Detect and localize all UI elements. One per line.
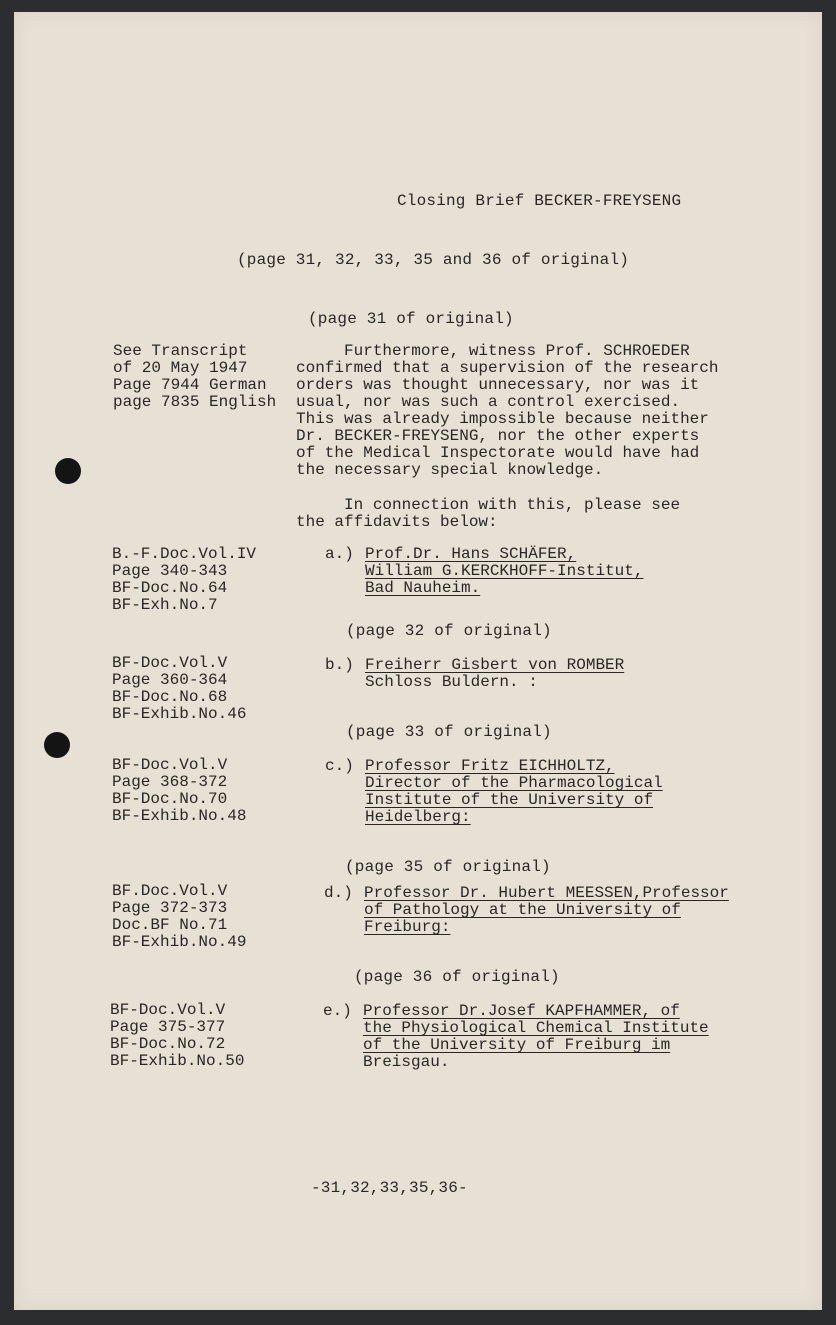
page-label-31: (page 31 of original) xyxy=(308,310,514,328)
ref-line: Page 7944 German xyxy=(113,376,267,394)
ref-line: of 20 May 1947 xyxy=(113,359,248,377)
paragraph-line: the necessary special knowledge. xyxy=(296,461,604,479)
affidavit-letter: b.) xyxy=(325,656,354,674)
affidavit-line: Breisgau. xyxy=(363,1053,450,1071)
ref-line: BF-Doc.Vol.V xyxy=(112,756,228,774)
affidavit-line: Director of the Pharmacological xyxy=(365,774,663,792)
ref-line: BF-Exhib.No.50 xyxy=(110,1052,245,1070)
ref-line: page 7835 English xyxy=(113,393,277,411)
affidavit-line: Freiherr Gisbert von ROMBER xyxy=(365,656,625,674)
paragraph-line: Furthermore, witness Prof. SCHROEDER xyxy=(296,342,690,360)
affidavit-e-reference xyxy=(110,1002,244,1070)
affidavit-a-reference xyxy=(112,546,256,614)
paragraph-line: This was already impossible because neither xyxy=(296,410,709,428)
ref-line: Page 340-343 xyxy=(112,562,228,580)
page-label-32: (page 32 of original) xyxy=(346,622,552,640)
affidavit-line: the Physiological Chemical Institute xyxy=(363,1019,709,1037)
page-footer: -31,32,33,35,36- xyxy=(311,1179,468,1197)
affidavit-c xyxy=(325,758,785,830)
affidavit-c-reference xyxy=(112,757,246,825)
affidavit-line: of the University of Freiburg im xyxy=(363,1036,671,1054)
punch-hole xyxy=(55,458,81,484)
paragraph-line: the affidavits below: xyxy=(296,513,498,531)
ref-line: BF.Doc.Vol.V xyxy=(112,882,228,900)
ref-line: BF-Exhib.No.48 xyxy=(112,807,247,825)
affidavit-line: Heidelberg: xyxy=(365,808,471,826)
affidavit-letter: c.) xyxy=(325,757,354,775)
document-page xyxy=(14,12,822,1310)
page-label-35: (page 35 of original) xyxy=(345,858,551,876)
transcript-reference xyxy=(113,343,276,411)
ref-line: BF-Exhib.No.46 xyxy=(112,705,247,723)
ref-line: BF-Exhib.No.49 xyxy=(112,933,247,951)
affidavit-line: Institute of the University of xyxy=(365,791,654,809)
ref-line: BF-Doc.Vol.V xyxy=(112,654,228,672)
paragraph-line: orders was thought unnecessary, nor was it xyxy=(296,376,700,394)
affidavit-e xyxy=(323,1003,793,1075)
ref-line: Page 368-372 xyxy=(112,773,228,791)
affidavit-b-reference xyxy=(112,655,246,723)
ref-line: BF-Doc.No.70 xyxy=(112,790,228,808)
affidavit-line: Freiburg: xyxy=(364,918,451,936)
ref-line: Page 375-377 xyxy=(110,1018,226,1036)
paragraph-line: usual, nor was such a control exercised. xyxy=(296,393,681,411)
ref-line: BF-Doc.No.64 xyxy=(112,579,228,597)
connection-paragraph xyxy=(296,497,680,531)
affidavit-letter: e.) xyxy=(323,1002,352,1020)
punch-hole xyxy=(44,732,70,758)
paragraph-line: In connection with this, please see xyxy=(296,496,681,514)
ref-line: See Transcript xyxy=(113,342,248,360)
affidavit-letter: d.) xyxy=(324,884,353,902)
affidavit-line: Bad Nauheim. xyxy=(365,579,481,597)
ref-line: B.-F.Doc.Vol.IV xyxy=(112,545,257,563)
affidavit-line: Prof.Dr. Hans SCHÄFER, xyxy=(365,545,577,563)
affidavit-line: Professor Dr. Hubert MEESSEN,Professor xyxy=(364,884,729,902)
paragraph-line: Dr. BECKER-FREYSENG, nor the other experts xyxy=(296,427,700,445)
affidavit-b xyxy=(325,657,785,697)
body-paragraph xyxy=(296,343,718,479)
ref-line: Page 372-373 xyxy=(112,899,228,917)
paragraph-line: confirmed that a supervision of the research xyxy=(296,359,719,377)
affidavit-a xyxy=(325,546,785,616)
ref-line: BF-Doc.No.72 xyxy=(110,1035,226,1053)
affidavit-line: William G.KERCKHOFF-Institut, xyxy=(365,562,644,580)
paragraph-line: of the Medical Inspectorate would have had xyxy=(296,444,700,462)
pages-note: (page 31, 32, 33, 35 and 36 of original) xyxy=(237,251,630,269)
document-title: Closing Brief BECKER-FREYSENG xyxy=(397,192,682,210)
affidavit-line: Professor Fritz EICHHOLTZ, xyxy=(365,757,615,775)
affidavit-line: Schloss Buldern. : xyxy=(365,673,538,691)
ref-line: Doc.BF No.71 xyxy=(112,916,228,934)
ref-line: BF-Doc.Vol.V xyxy=(110,1001,226,1019)
ref-line: BF-Exh.No.7 xyxy=(112,596,218,614)
affidavit-d xyxy=(324,885,804,940)
ref-line: Page 360-364 xyxy=(112,671,228,689)
affidavit-d-reference xyxy=(112,883,246,951)
page-label-33: (page 33 of original) xyxy=(346,723,552,741)
affidavit-line: of Pathology at the University of xyxy=(364,901,681,919)
affidavit-letter: a.) xyxy=(325,545,354,563)
ref-line: BF-Doc.No.68 xyxy=(112,688,228,706)
page-label-36: (page 36 of original) xyxy=(354,968,560,986)
affidavit-line: Professor Dr.Josef KAPFHAMMER, of xyxy=(363,1002,680,1020)
